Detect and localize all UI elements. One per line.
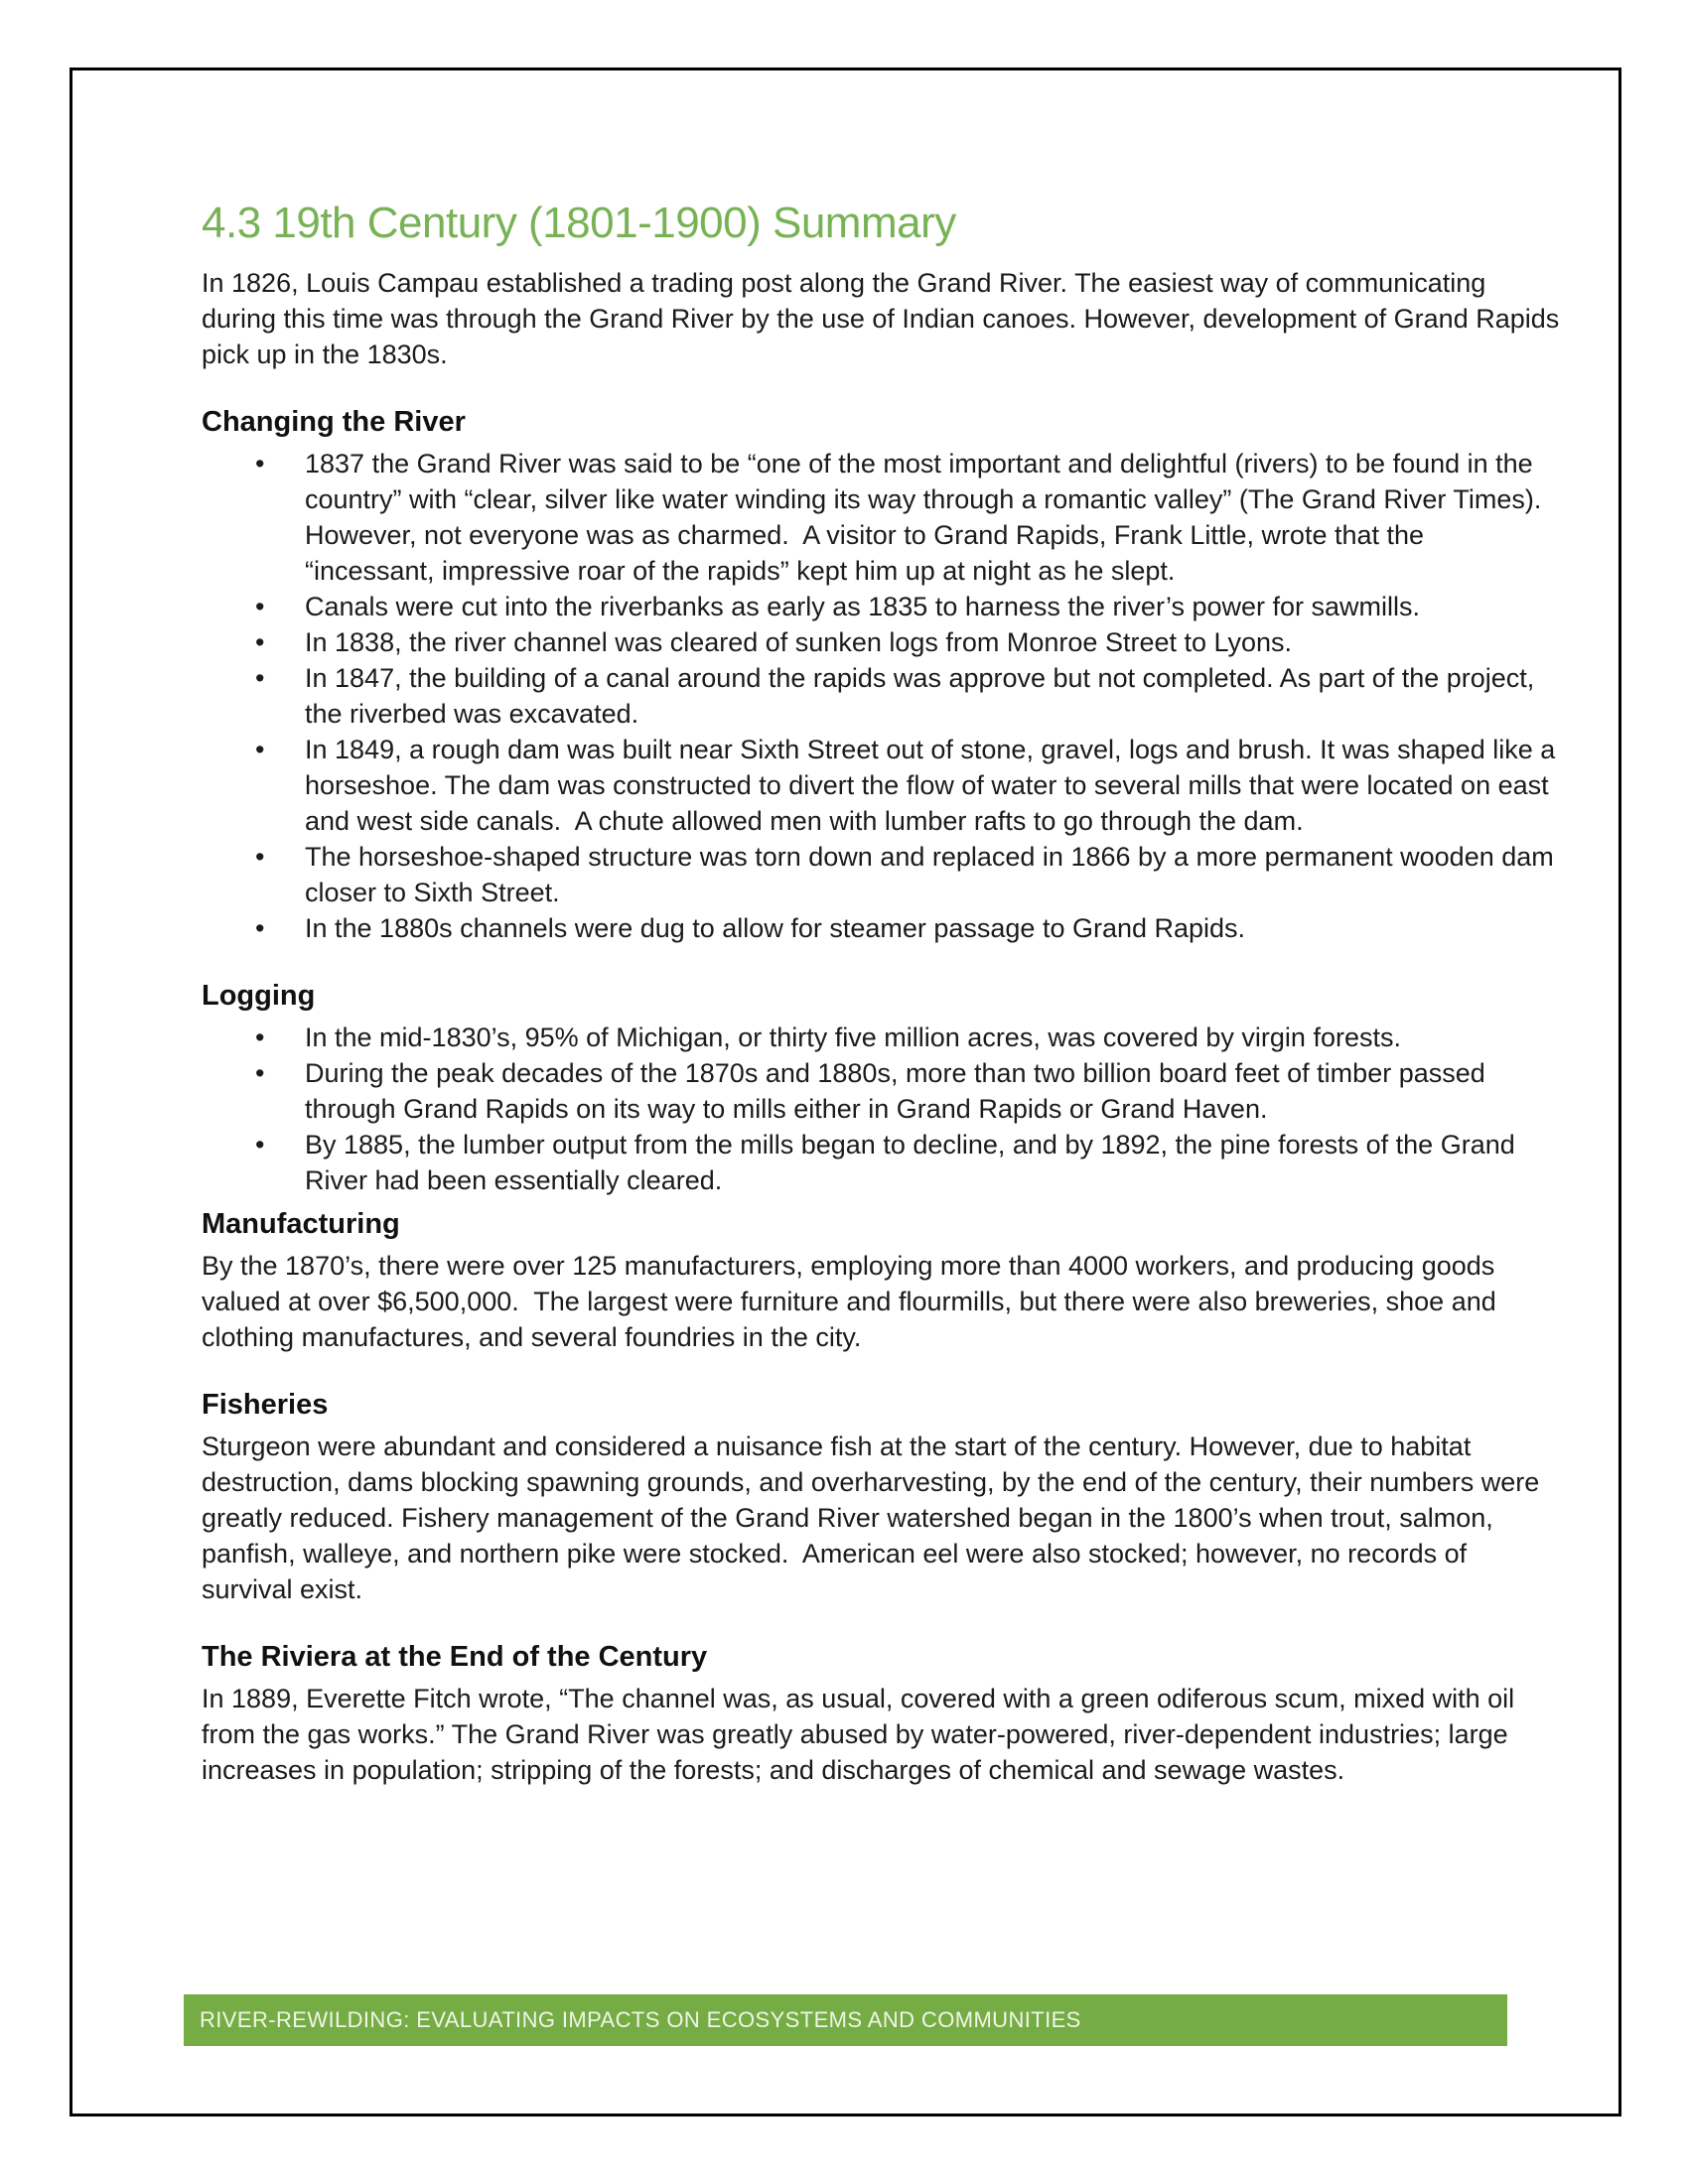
bullet-item: • During the peak decades of the 1870s and 1880s, more than two billion board feet of timber passed through Grand Rapids on its way to mills either in Grand Rapids or Grand Haven. <box>202 1055 1561 1127</box>
section-heading-riviera: The Riviera at the End of the Century <box>202 1641 708 1673</box>
bullet-list-logging <box>202 1020 1561 1198</box>
bullet-list-changing-the-river <box>202 446 1561 946</box>
bullet-item: • In 1838, the river channel was cleared of sunken logs from Monroe Street to Lyons. <box>202 624 1561 660</box>
bullet-item: • In 1849, a rough dam was built near Sixth Street out of stone, gravel, logs and brush. It was shaped like a horseshoe. The dam was constructed to divert the flow of water to several mills that were located on east and west side canals. A chute allowed men with lumber rafts to go through the dam. <box>202 732 1561 839</box>
bullet-item: • 1837 the Grand River was said to be “one of the most important and delightful (rivers) to be found in the country” with “clear, silver like water winding its way through a romantic valley” (The Grand River Times). However, not everyone was as charmed. A visitor to Grand Rapids, Frank Little, wrote that the “incessant, impressive roar of the rapids” kept him up at night as he slept. <box>202 446 1561 589</box>
footer-bar <box>184 1994 1507 2046</box>
manufacturing-paragraph: By the 1870’s, there were over 125 manufacturers, employing more than 4000 workers, and producing goods valued at over $6,500,000. The largest were furniture and flourmills, but there were also breweries, shoe and clothing manufactures, and several foundries in the city. <box>202 1251 1504 1352</box>
bullet-item: • In the mid-1830’s, 95% of Michigan, or thirty five million acres, was covered by virgin forests. <box>202 1020 1561 1055</box>
section-heading-manufacturing: Manufacturing <box>202 1208 400 1240</box>
bullet-item: • In the 1880s channels were dug to allow for steamer passage to Grand Rapids. <box>202 910 1561 946</box>
section-heading-logging: Logging <box>202 980 316 1012</box>
document-content <box>72 70 1618 1788</box>
riviera-paragraph: In 1889, Everette Fitch wrote, “The channel was, as usual, covered with a green odiferous scum, mixed with oil from the gas works.” The Grand River was greatly abused by water-powered, river-dependent industries; large increases in population; stripping of the forests; and discharges of chemical and sewage wastes. <box>202 1684 1522 1785</box>
bullet-item: • In 1847, the building of a canal around the rapids was approve but not completed. As part of the project, the riverbed was excavated. <box>202 660 1561 732</box>
section-heading-changing-the-river: Changing the River <box>202 406 466 438</box>
document-page-frame <box>70 68 1621 2116</box>
bullet-item: • The horseshoe-shaped structure was torn down and replaced in 1866 by a more permanent wooden dam closer to Sixth Street. <box>202 839 1561 910</box>
footer-text: RIVER-REWILDING: EVALUATING IMPACTS ON ECOSYSTEMS AND COMMUNITIES <box>200 2007 1081 2032</box>
bullet-item: • By 1885, the lumber output from the mills began to decline, and by 1892, the pine forests of the Grand River had been essentially cleared. <box>202 1127 1561 1198</box>
bullet-item: • Canals were cut into the riverbanks as early as 1835 to harness the river’s power for sawmills. <box>202 589 1561 624</box>
fisheries-paragraph: Sturgeon were abundant and considered a nuisance fish at the start of the century. However, due to habitat destruction, dams blocking spawning grounds, and overharvesting, by the end of the century, their numbers were greatly reduced. Fishery management of the Grand River watershed began in the 1800’s when trout, salmon, panfish, walleye, and northern pike were stocked. American eel were also stocked; however, no records of survival exist. <box>202 1432 1547 1604</box>
page-title: 4.3 19th Century (1801-1900) Summary <box>202 199 956 247</box>
intro-paragraph: In 1826, Louis Campau established a trading post along the Grand River. The easiest way of communicating during this time was through the Grand River by the use of Indian canoes. However, development of Grand Rapids pick up in the 1830s. <box>202 268 1567 369</box>
section-heading-fisheries: Fisheries <box>202 1389 329 1421</box>
